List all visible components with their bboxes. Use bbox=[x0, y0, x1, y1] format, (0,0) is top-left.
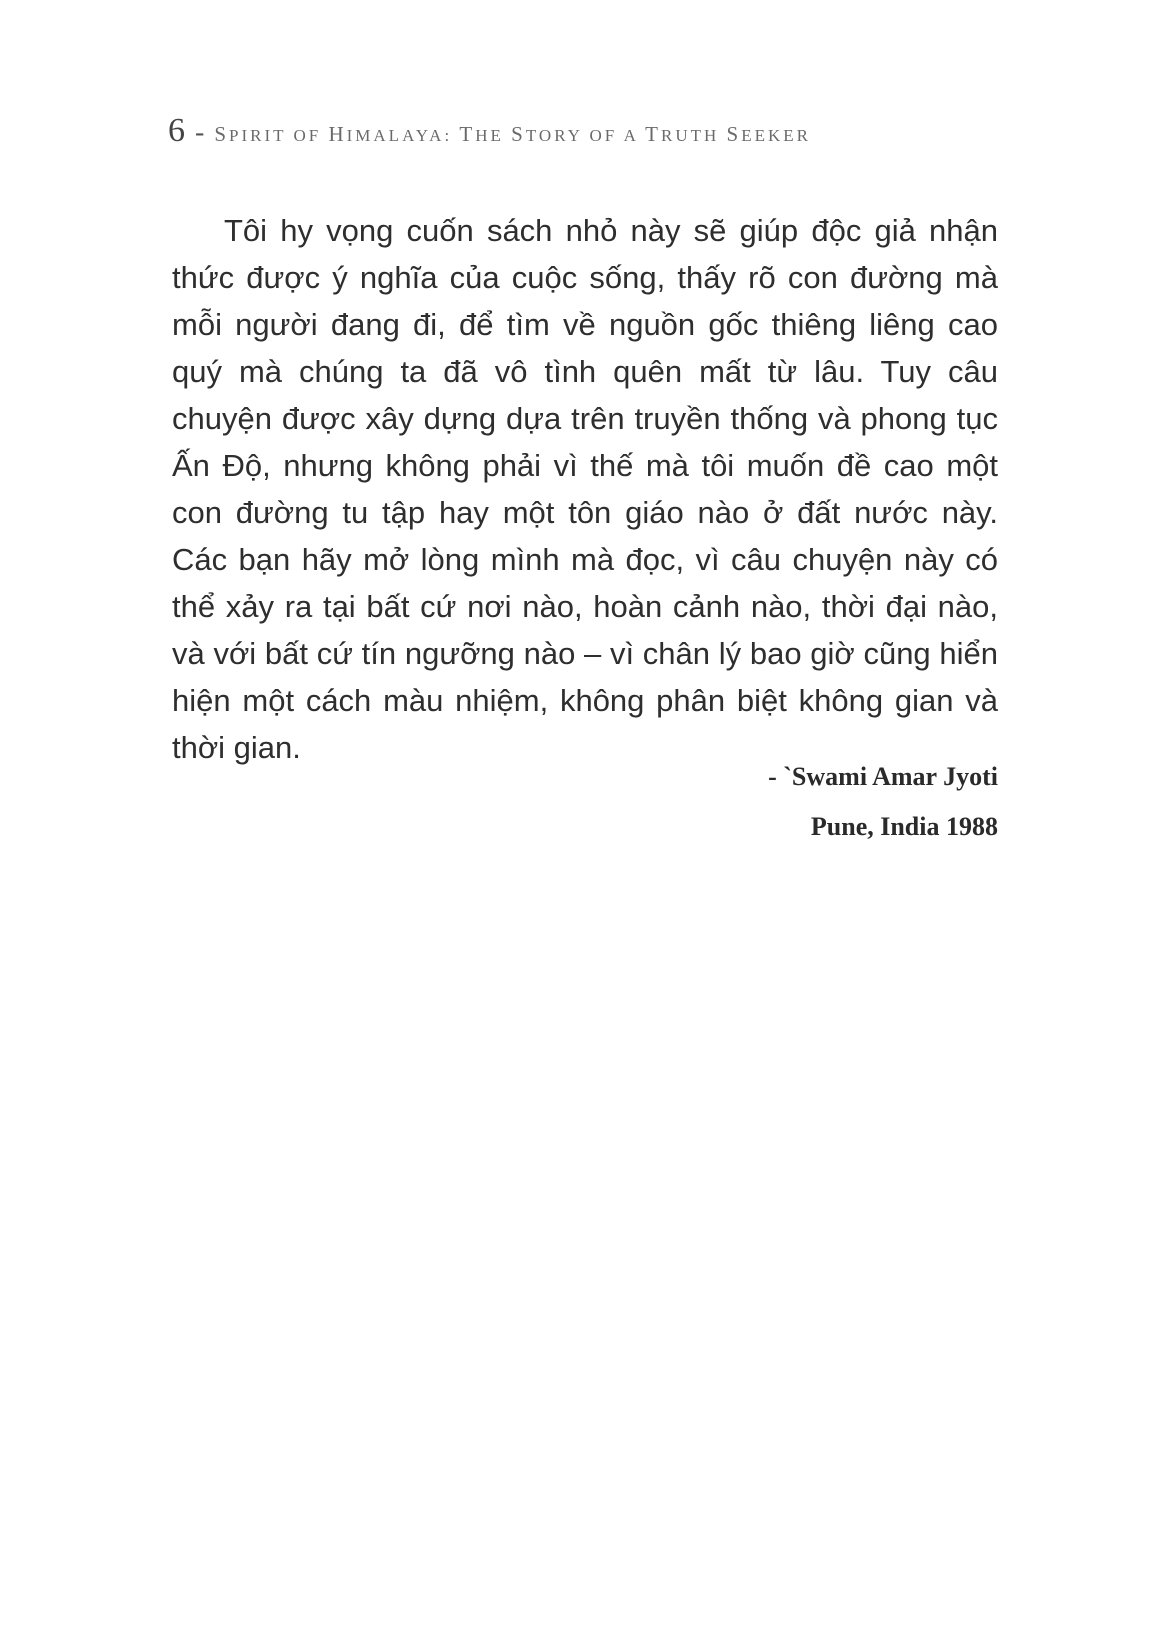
running-header-title: SPIRIT OF HIMALAYA: THE STORY OF A TRUTH SEEKER bbox=[214, 122, 811, 146]
signature-author: - `Swami Amar Jyoti bbox=[768, 762, 998, 791]
body-paragraph: Tôi hy vọng cuốn sách nhỏ này sẽ giúp độc giả nhận thức được ý nghĩa của cuộc sống, thấy rõ con đường mà mỗi người đang đi, để tìm về nguồn gốc thiêng liêng cao quý mà chúng ta đã vô tình quên mất từ lâu. Tuy câu chuyện được xây dựng dựa trên truyền thống và phong tục Ấn Độ, nhưng không phải vì thế mà tôi muốn đề cao một con đường tu tập hay một tôn giáo nào ở đất nước này. Các bạn hãy mở lòng mình mà đọc, vì câu chuyện này có thể xảy ra tại bất cứ nơi nào, hoàn cảnh nào, thời đại nào, và với bất cứ tín ngưỡng nào – vì chân lý bao giờ cũng hiển hiện một cách màu nhiệm, không phân biệt không gian và thời gian. bbox=[172, 213, 998, 765]
page-number: 6 bbox=[168, 112, 185, 149]
signature-block bbox=[768, 752, 998, 852]
signature-place-date: Pune, India 1988 bbox=[810, 812, 998, 841]
running-header bbox=[168, 112, 811, 150]
header-separator: - bbox=[195, 117, 205, 148]
